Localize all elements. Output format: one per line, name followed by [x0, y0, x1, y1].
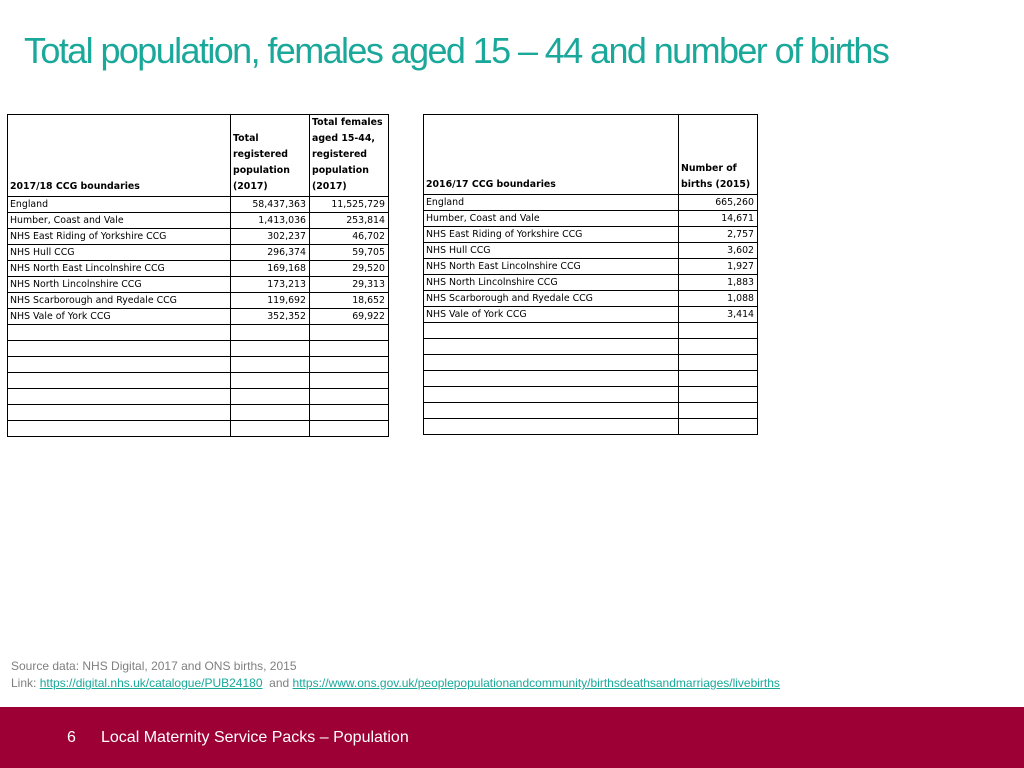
- link-label: Link:: [11, 676, 40, 690]
- table-row: [8, 229, 389, 245]
- area-name-cell: NHS Hull CCG: [424, 243, 679, 259]
- value-cell: 302,237: [231, 229, 310, 245]
- footer-title: Local Maternity Service Packs – Population: [101, 729, 409, 746]
- value-cell: 29,520: [310, 261, 389, 277]
- empty-cell: [310, 421, 389, 437]
- value-cell: 253,814: [310, 213, 389, 229]
- empty-cell: [310, 325, 389, 341]
- value-cell: 1,883: [679, 275, 758, 291]
- empty-cell: [424, 355, 679, 371]
- empty-row: [424, 355, 758, 371]
- value-cell: 46,702: [310, 229, 389, 245]
- empty-cell: [310, 389, 389, 405]
- empty-row: [8, 325, 389, 341]
- empty-row: [8, 421, 389, 437]
- empty-row: [424, 371, 758, 387]
- empty-cell: [679, 419, 758, 435]
- empty-cell: [231, 357, 310, 373]
- empty-cell: [231, 341, 310, 357]
- area-name-cell: England: [424, 195, 679, 211]
- empty-cell: [8, 341, 231, 357]
- empty-row: [424, 387, 758, 403]
- table-row: [424, 243, 758, 259]
- column-header: 2016/17 CCG boundaries: [424, 115, 679, 195]
- area-name-cell: NHS North Lincolnshire CCG: [424, 275, 679, 291]
- empty-cell: [310, 405, 389, 421]
- value-cell: 1,927: [679, 259, 758, 275]
- empty-cell: [8, 373, 231, 389]
- area-name-cell: NHS North East Lincolnshire CCG: [424, 259, 679, 275]
- value-cell: 18,652: [310, 293, 389, 309]
- empty-cell: [424, 371, 679, 387]
- value-cell: 173,213: [231, 277, 310, 293]
- empty-cell: [8, 421, 231, 437]
- table-row: [8, 213, 389, 229]
- empty-cell: [231, 405, 310, 421]
- value-cell: 69,922: [310, 309, 389, 325]
- column-header: Total registered population (2017): [231, 115, 310, 197]
- empty-cell: [8, 357, 231, 373]
- empty-cell: [424, 339, 679, 355]
- empty-cell: [424, 323, 679, 339]
- table-row: [8, 293, 389, 309]
- and-text: and: [262, 676, 293, 690]
- source-note: [11, 658, 780, 692]
- table-row: [424, 195, 758, 211]
- value-cell: 665,260: [679, 195, 758, 211]
- header-row: [8, 115, 389, 197]
- empty-cell: [679, 387, 758, 403]
- area-name-cell: NHS Hull CCG: [8, 245, 231, 261]
- table-row: [424, 291, 758, 307]
- empty-cell: [310, 373, 389, 389]
- table-row: [424, 307, 758, 323]
- empty-cell: [679, 355, 758, 371]
- area-name-cell: NHS North East Lincolnshire CCG: [8, 261, 231, 277]
- area-name-cell: NHS Vale of York CCG: [424, 307, 679, 323]
- area-name-cell: NHS Scarborough and Ryedale CCG: [8, 293, 231, 309]
- births-table: [423, 114, 758, 435]
- area-name-cell: NHS North Lincolnshire CCG: [8, 277, 231, 293]
- value-cell: 2,757: [679, 227, 758, 243]
- area-name-cell: NHS Scarborough and Ryedale CCG: [424, 291, 679, 307]
- table-row: [424, 259, 758, 275]
- empty-row: [8, 357, 389, 373]
- area-name-cell: NHS East Riding of Yorkshire CCG: [8, 229, 231, 245]
- empty-row: [424, 339, 758, 355]
- empty-row: [8, 389, 389, 405]
- empty-cell: [231, 389, 310, 405]
- value-cell: 119,692: [231, 293, 310, 309]
- area-name-cell: Humber, Coast and Vale: [424, 211, 679, 227]
- area-name-cell: NHS East Riding of Yorkshire CCG: [424, 227, 679, 243]
- value-cell: 1,413,036: [231, 213, 310, 229]
- empty-cell: [8, 325, 231, 341]
- empty-cell: [424, 403, 679, 419]
- empty-cell: [679, 323, 758, 339]
- table-row: [8, 261, 389, 277]
- population-table: [7, 114, 389, 437]
- value-cell: 296,374: [231, 245, 310, 261]
- table-row: [8, 309, 389, 325]
- value-cell: 11,525,729: [310, 197, 389, 213]
- table-row: [424, 275, 758, 291]
- area-name-cell: England: [8, 197, 231, 213]
- value-cell: 59,705: [310, 245, 389, 261]
- empty-row: [424, 323, 758, 339]
- empty-row: [8, 341, 389, 357]
- page-number: 6: [67, 729, 76, 746]
- column-header: Number of births (2015): [679, 115, 758, 195]
- empty-cell: [231, 373, 310, 389]
- table-row: [424, 227, 758, 243]
- empty-cell: [679, 371, 758, 387]
- table-row: [424, 211, 758, 227]
- empty-cell: [310, 357, 389, 373]
- page-title: Total population, females aged 15 – 44 and number of births: [24, 30, 889, 71]
- area-name-cell: Humber, Coast and Vale: [8, 213, 231, 229]
- empty-cell: [424, 387, 679, 403]
- value-cell: 1,088: [679, 291, 758, 307]
- footer-bar: [0, 707, 1024, 768]
- value-cell: 3,602: [679, 243, 758, 259]
- value-cell: 58,437,363: [231, 197, 310, 213]
- empty-cell: [231, 421, 310, 437]
- value-cell: 14,671: [679, 211, 758, 227]
- value-cell: 169,168: [231, 261, 310, 277]
- header-row: [424, 115, 758, 195]
- empty-cell: [310, 341, 389, 357]
- value-cell: 352,352: [231, 309, 310, 325]
- empty-cell: [8, 389, 231, 405]
- column-header: 2017/18 CCG boundaries: [8, 115, 231, 197]
- table-row: [8, 245, 389, 261]
- empty-row: [424, 403, 758, 419]
- value-cell: 29,313: [310, 277, 389, 293]
- empty-cell: [424, 419, 679, 435]
- empty-cell: [231, 325, 310, 341]
- empty-row: [8, 405, 389, 421]
- column-header: Total females aged 15-44, registered population (2017): [310, 115, 389, 197]
- table-row: [8, 277, 389, 293]
- empty-cell: [8, 405, 231, 421]
- source-line: Source data: NHS Digital, 2017 and ONS births, 2015: [11, 659, 297, 673]
- source-links: [11, 675, 780, 692]
- empty-cell: [679, 403, 758, 419]
- nhs-digital-link[interactable]: https://digital.nhs.uk/catalogue/PUB24180: [39, 676, 263, 690]
- table-row: [8, 197, 389, 213]
- empty-row: [8, 373, 389, 389]
- empty-row: [424, 419, 758, 435]
- value-cell: 3,414: [679, 307, 758, 323]
- area-name-cell: NHS Vale of York CCG: [8, 309, 231, 325]
- empty-cell: [679, 339, 758, 355]
- ons-births-link[interactable]: https://www.ons.gov.uk/peoplepopulationandcommunity/birthsdeathsandmarriages/livebirths: [292, 676, 780, 690]
